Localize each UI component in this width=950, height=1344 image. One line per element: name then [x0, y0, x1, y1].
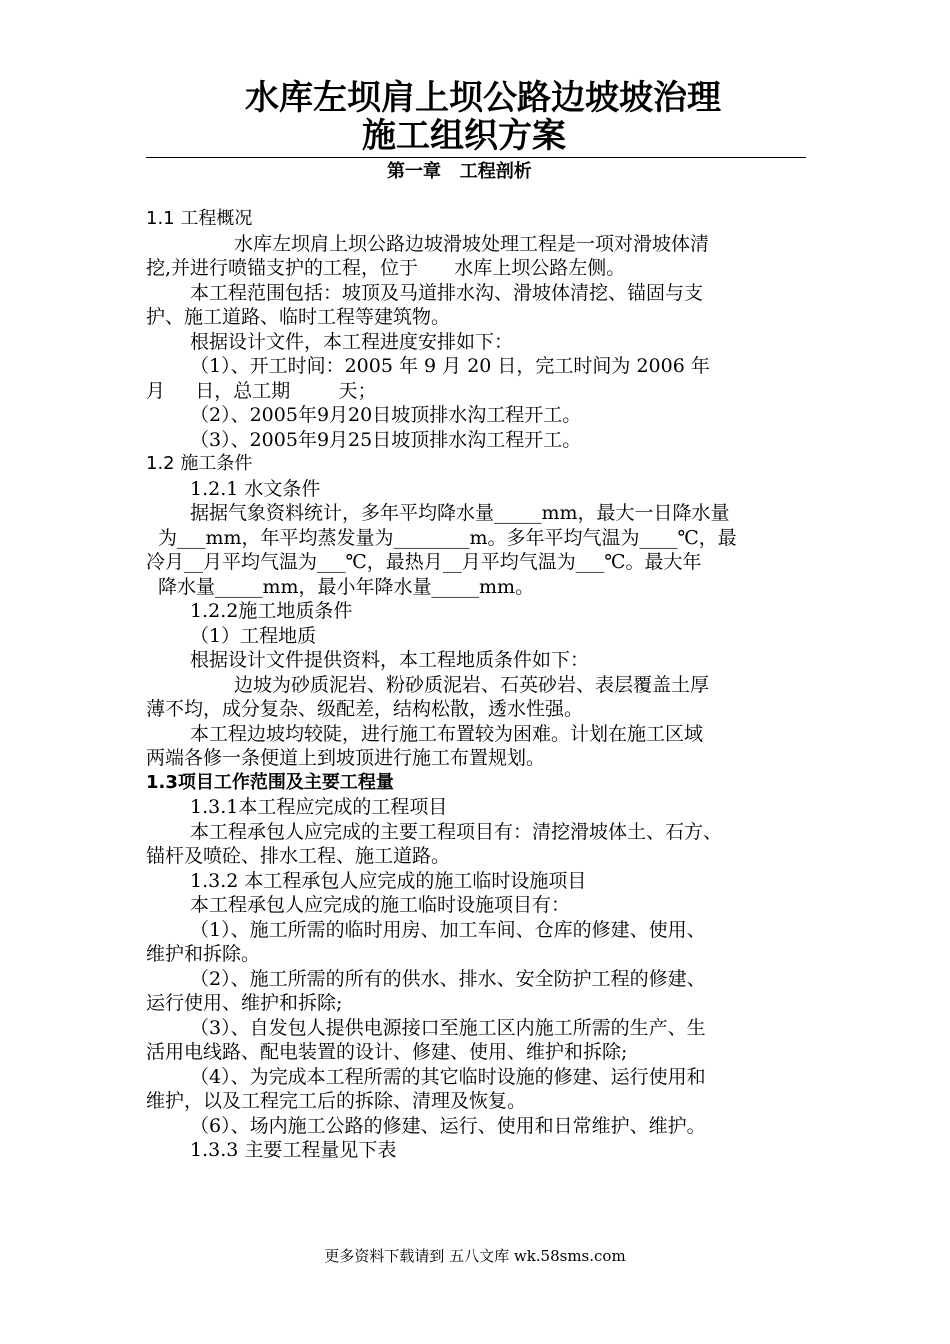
text-line: 1.2.2施工地质条件 [190, 600, 353, 622]
text-line: 1.3.2 本工程承包人应完成的施工临时设施项目 [190, 869, 587, 892]
text-line: 1.2.1 水文条件 [190, 477, 321, 500]
text-line: （3）、2005年9月25日坡顶排水沟工程开工。 [190, 428, 582, 451]
text-line: 维护和拆除。 [146, 943, 261, 965]
text-line: 本工程范围包括：坡顶及马道排水沟、滑坡体清挖、锚固与支 [190, 281, 704, 304]
text-line: 据据气象资料统计，多年平均降水量_____mm，最大一日降水量 [190, 502, 730, 524]
document-title-line2: 施工组织方案 [362, 116, 566, 156]
document-body [146, 207, 826, 1163]
text-line: 锚杆及喷砼、排水工程、施工道路。 [146, 845, 451, 867]
text-line: 挖,并进行喷锚支护的工程，位于 水库上坝公路左侧。 [146, 257, 626, 279]
text-line: （2）、施工所需的所有的供水、排水、安全防护工程的修建、 [190, 967, 706, 990]
text-line: 为___mm，年平均蒸发量为________m。多年平均气温为____℃，最 [158, 526, 737, 549]
text-line: （3）、自发包人提供电源接口至施工区内施工所需的生产、生 [190, 1016, 706, 1039]
text-line: 1.3.3 主要工程量见下表 [190, 1139, 397, 1161]
text-line: 护、施工道路、临时工程等建筑物。 [146, 306, 451, 328]
text-line: （1）、开工时间：2005 年 9 月 20 日，完工时间为 2006 年 [190, 355, 710, 377]
text-line: 根据设计文件，本工程进度安排如下： [190, 330, 514, 353]
text-line: 降水量_____mm，最小年降水量_____mm。 [158, 575, 535, 598]
section-heading: 1.2 施工条件 [146, 453, 253, 474]
section-heading: 1.1 工程概况 [146, 208, 253, 229]
page-footer: 更多资料下载请到 五八文库 wk.58sms.com [324, 1247, 626, 1265]
text-line: 本工程边坡均较陡，进行施工布置较为困难。计划在施工区域 [190, 722, 704, 745]
text-line: （1）工程地质 [190, 624, 317, 647]
text-line: 两端各修一条便道上到坡顶进行施工布置规划。 [146, 747, 546, 769]
text-line: 本工程承包人应完成的主要工程项目有：清挖滑坡体土、石方、 [190, 820, 723, 843]
text-line: 1.3.1本工程应完成的工程项目 [190, 796, 448, 818]
text-line: 活用电线路、配电装置的设计、修建、使用、维护和拆除; [146, 1041, 628, 1063]
text-line: 运行使用、维护和拆除; [146, 992, 343, 1014]
text-line: 水库左坝肩上坝公路边坡滑坡处理工程是一项对滑坡体清 [234, 232, 710, 255]
text-line: （1）、施工所需的临时用房、加工车间、仓库的修建、使用、 [190, 918, 706, 941]
text-line: （4）、为完成本工程所需的其它临时设施的修建、运行使用和 [190, 1065, 706, 1088]
text-line: （6）、场内施工公路的修建、运行、使用和日常维护、维护。 [190, 1114, 706, 1137]
document-title-line1: 水库左坝肩上坝公路边坡坡治理 [245, 78, 721, 118]
chapter-heading: 第一章 工程剖析 [387, 161, 532, 182]
text-line: 本工程承包人应完成的施工临时设施项目有： [190, 894, 571, 916]
text-line: （2）、2005年9月20日坡顶排水沟工程开工。 [190, 404, 582, 426]
text-line: 维护，以及工程完工后的拆除、清理及恢复。 [146, 1090, 527, 1112]
title-rule [146, 157, 806, 158]
text-line: 边坡为砂质泥岩、粉砂质泥岩、石英砂岩、表层覆盖土厚 [234, 673, 710, 696]
text-line: 冷月__月平均气温为___℃，最热月__月平均气温为___℃。最大年 [146, 551, 702, 573]
text-line: 根据设计文件提供资料，本工程地质条件如下： [190, 649, 590, 671]
section-heading: 1.3项目工作范围及主要工程量 [146, 771, 394, 793]
text-line: 薄不均，成分复杂、级配差，结构松散，透水性强。 [146, 698, 584, 720]
text-line: 月 日，总工期 天； [146, 379, 377, 402]
